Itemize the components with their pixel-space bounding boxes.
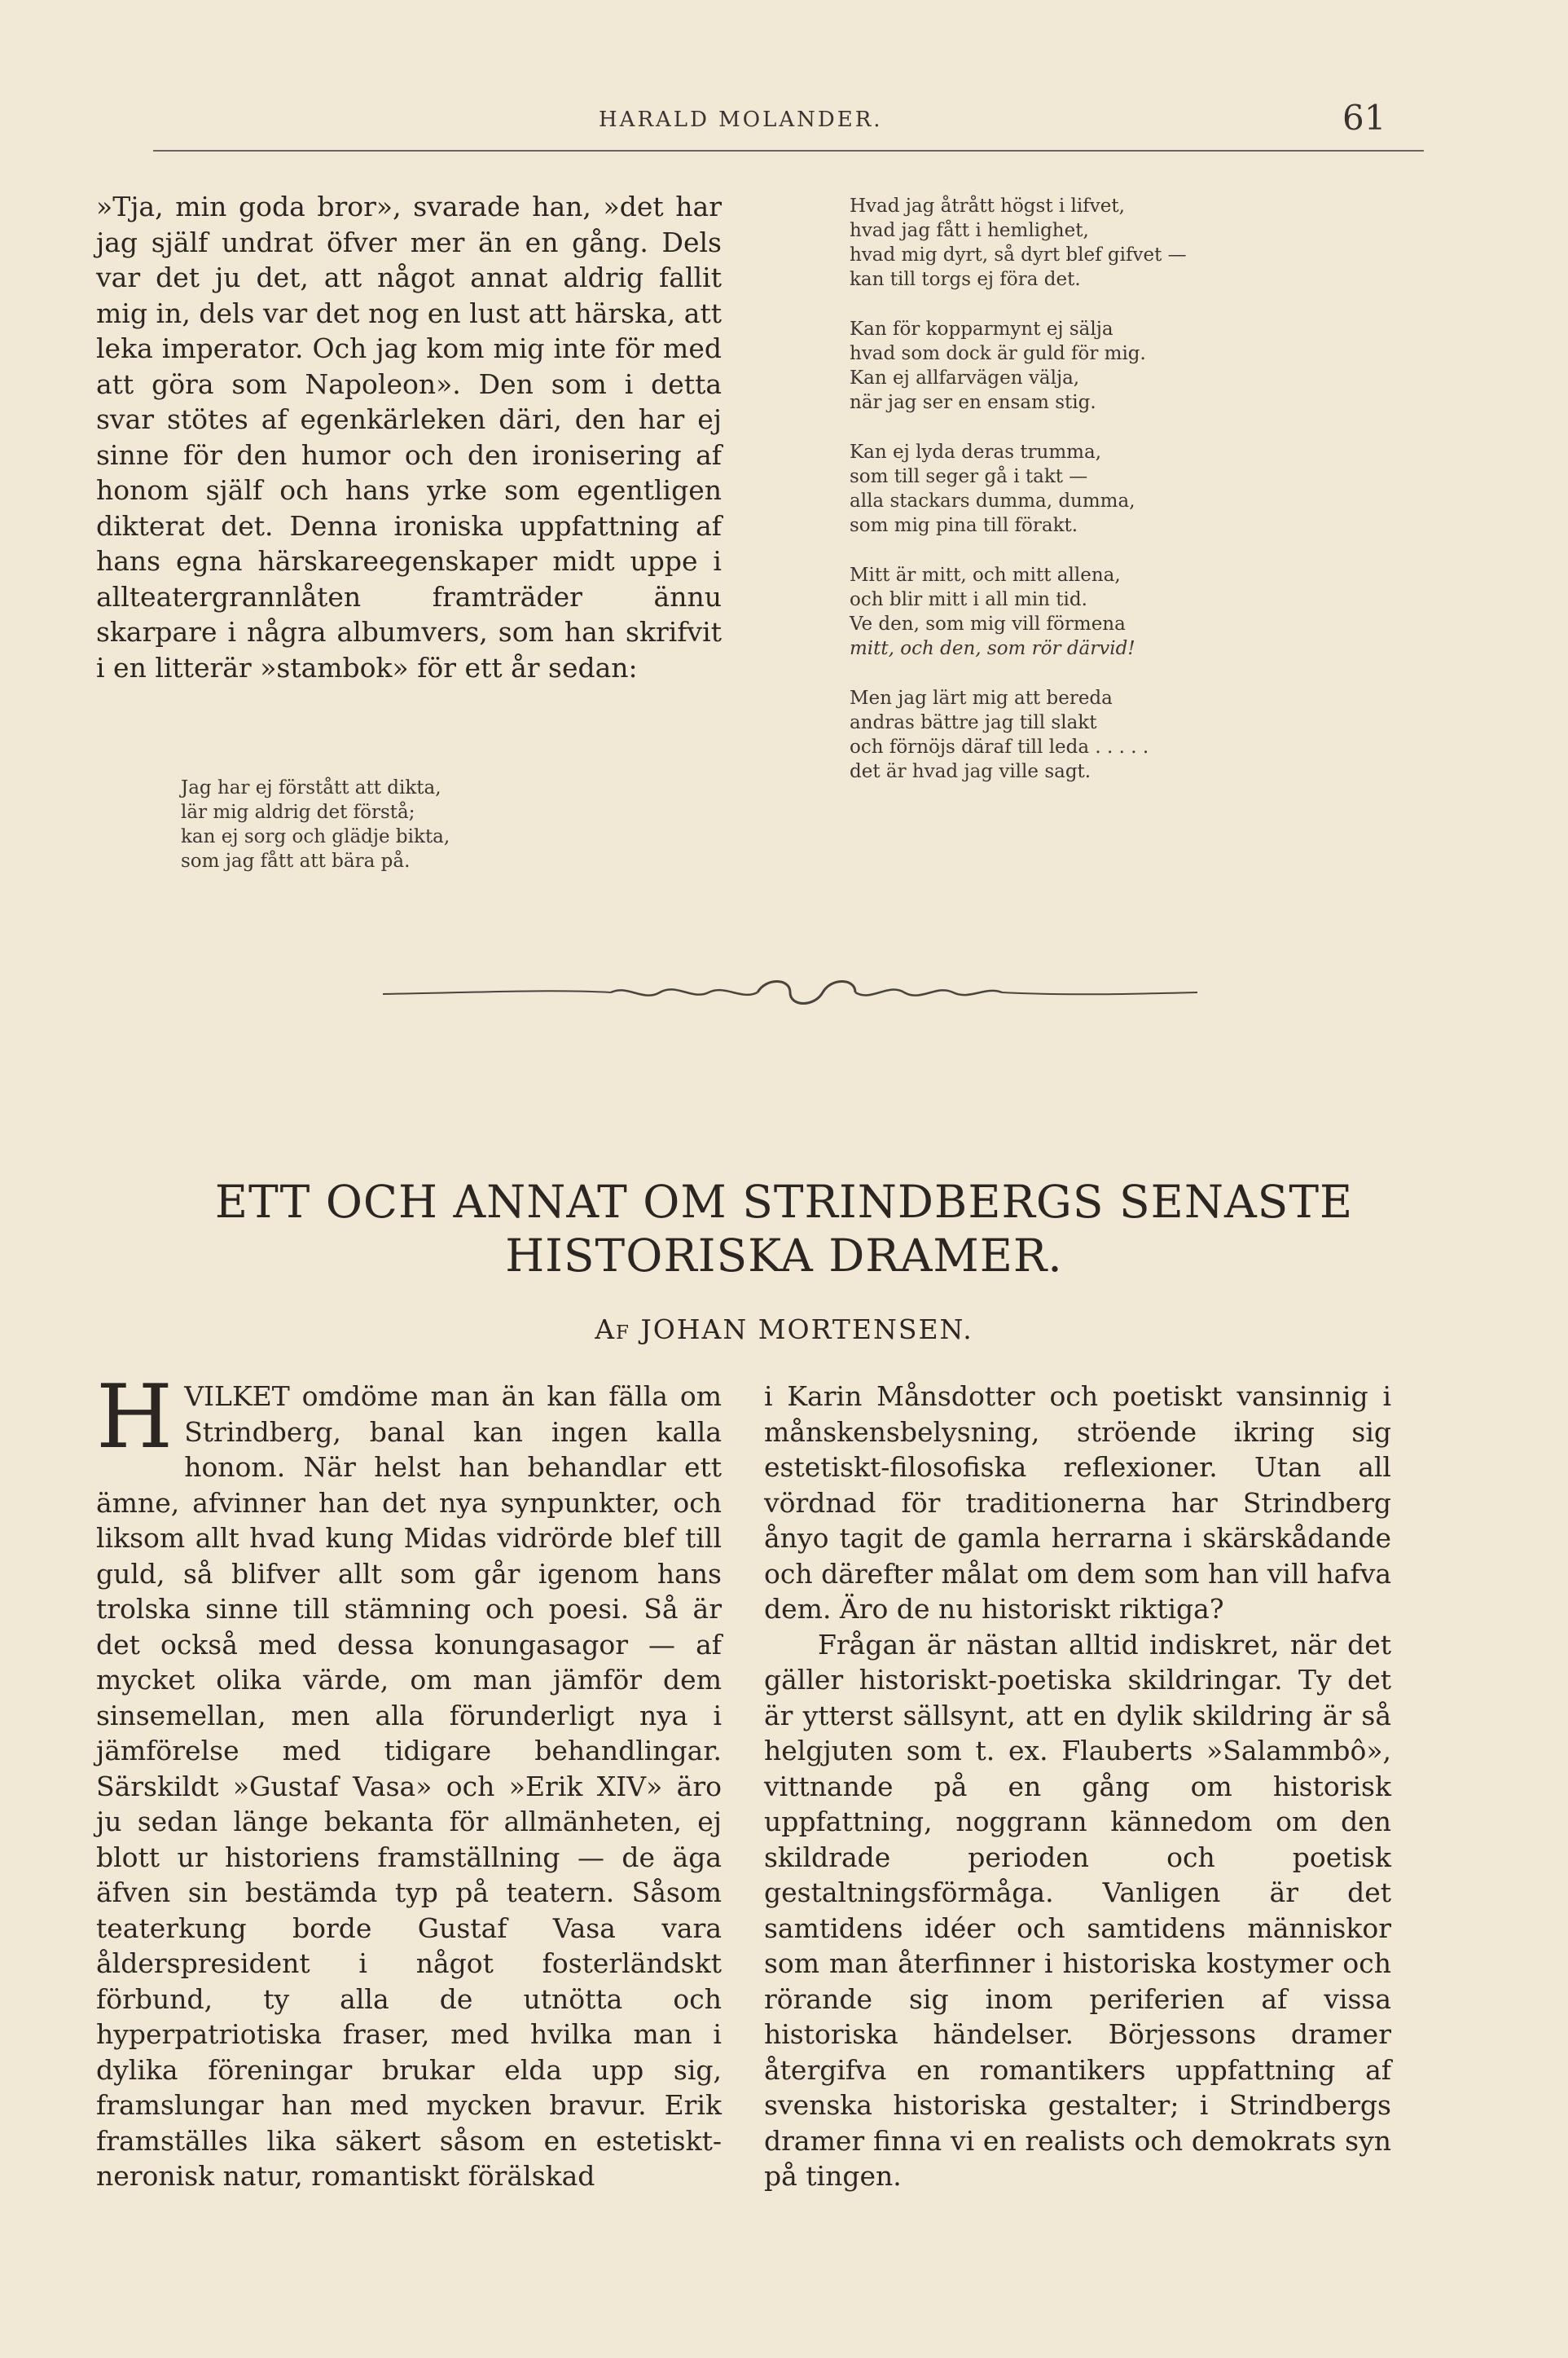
verse-line: Ve den, som mig vill förmena bbox=[850, 614, 1126, 635]
verse-line: hvad jag fått i hemlighet, bbox=[850, 220, 1089, 241]
verse-line: Jag har ej förstått att dikta, bbox=[181, 777, 441, 798]
verse-line: Kan för kopparmynt ej sälja bbox=[850, 319, 1113, 340]
verse-line: alla stackars dumma, dumma, bbox=[850, 491, 1135, 512]
byline-author: JOHAN MORTENSEN. bbox=[640, 1313, 973, 1345]
article-column-left bbox=[96, 1366, 722, 2194]
verse-line: Kan ej allfarvägen välja, bbox=[850, 367, 1080, 389]
stanza bbox=[850, 686, 1187, 784]
paragraph-text: VILKET omdöme man än kan fälla om Strindberg, banal kan ingen kalla honom. När helst han behandlar ett ämne, afvinner han det nya synpunkter, och liksom allt hvad kung Midas vidrörde blef till guld, så blifver allt som går igenom hans trolska sinne till stämning och poesi. Så är det också med dessa konungasagor — af mycket olika värde, om man jämför dem sinsemellan, men alla förunderligt nya i jämförelse med tidigare behandlingar. Särskildt »Gustaf Vasa» och »Erik XIV» äro ju sedan länge bekanta för allmänheten, ej blott ur historiens framställning — de äga äfven sin bestämda typ på teatern. Såsom teaterkung borde Gustaf Vasa vara ålderspresident i något fosterländskt förbund, ty alla de utnötta och hyperpatriotiska fraser, med hvilka man i dylika föreningar brukar elda upp sig, framslungar han med mycken bravur. Erik framställes lika säkert såsom en estetiskt-neronisk natur, romantiskt förälskad bbox=[96, 1380, 722, 2192]
verse-line: mitt, och den, som rör därvid! bbox=[850, 638, 1135, 659]
ornamental-divider bbox=[383, 960, 1197, 1025]
stanza bbox=[850, 440, 1187, 538]
header-rule bbox=[153, 150, 1424, 152]
poem-left bbox=[181, 776, 450, 896]
verse-line: Hvad jag åtrått högst i lifvet, bbox=[850, 196, 1125, 217]
verse-line: Men jag lärt mig att bereda bbox=[850, 688, 1113, 709]
verse-line: hvad som dock är guld för mig. bbox=[850, 343, 1146, 364]
verse-line: det är hvad jag ville sagt. bbox=[850, 761, 1091, 782]
verse-line: när jag ser en ensam stig. bbox=[850, 392, 1096, 413]
paragraph: »Tja, min goda bror», svarade han, »det har jag själf undrat öfver mer än en gång. Dels var det ju det, att något annat aldrig fallit mig in, dels var det nog en lust att härska, att leka imperator. Och jag kom mig inte för med att göra som Napoleon». Den som i detta svar stötes af egenkärleken däri, den har ej sinne för den humor och den ironisering af honom själf och hans yrke som egentligen dikterat det. Denna ironiska uppfattning af hans egna härskareegenskaper midt uppe i allteatergrannlåten framträder ännu skarpare i några albumvers, som han skrifvit i en litterär »stambok» för ett år sedan: bbox=[96, 191, 722, 684]
stanza bbox=[850, 194, 1187, 292]
verse-line: kan till torgs ej föra det. bbox=[850, 269, 1081, 290]
verse-line: lär mig aldrig det förstå; bbox=[181, 802, 415, 823]
article-column-right bbox=[764, 1379, 1391, 2194]
title-line: ETT OCH ANNAT OM STRINDBERGS SENASTE bbox=[214, 1176, 1354, 1228]
drop-cap: H bbox=[96, 1366, 173, 1468]
verse-line: och blir mitt i all min tid. bbox=[850, 589, 1087, 610]
verse-line: som till seger gå i takt — bbox=[850, 466, 1088, 487]
poem-right bbox=[850, 194, 1187, 809]
verse-line: hvad mig dyrt, så dyrt blef gifvet — bbox=[850, 244, 1187, 266]
paragraph: Frågan är nästan alltid indiskret, när det gäller historiskt-poetiska skildringar. Ty det är ytterst sällsynt, att en dylik skildring är så helgjuten som t. ex. Flauberts »Salammbô», vittnande på en gång om historisk uppfattning, noggrann kännedom om den skildrade perioden och poetisk gestaltningsförmåga. Vanligen är det samtidens idéer och samtidens människor som man återfinner i historiska kostymer och rörande sig inom periferien af vissa historiska händelser. Börjessons dramer återgifva en romantikers uppfattning af svenska historiska gestalter; i Strindbergs dramer finna vi en realists och demokrats syn på tingen. bbox=[764, 1628, 1391, 2192]
verse-line: Kan ej lyda deras trumma, bbox=[850, 442, 1102, 463]
stanza bbox=[181, 776, 450, 873]
verse-line: andras bättre jag till slakt bbox=[850, 712, 1097, 733]
byline-prefix: Af bbox=[595, 1313, 630, 1345]
byline bbox=[81, 1313, 1487, 1345]
paragraph bbox=[96, 1366, 722, 2194]
verse-line: Mitt är mitt, och mitt allena, bbox=[850, 565, 1121, 586]
running-head: HARALD MOLANDER. bbox=[599, 108, 883, 132]
paragraph: i Karin Månsdotter och poetiskt vansinnig i månskensbelysning, ströende ikring sig estetiskt-filosofiska reflexioner. Utan all vördnad för traditionerna har Strindberg ånyo tagit de gamla herrarna i skärskådande och därefter målat om dem som han vill hafva dem. Äro de nu historiskt riktiga? bbox=[764, 1380, 1392, 1625]
verse-line: kan ej sorg och glädje bikta, bbox=[181, 826, 450, 847]
verse-line: som jag fått att bära på. bbox=[181, 851, 411, 872]
continued-text bbox=[96, 189, 722, 685]
stanza bbox=[850, 317, 1187, 415]
verse-line: och förnöjs däraf till leda . . . . . bbox=[850, 737, 1149, 758]
title-line: HISTORISKA DRAMER. bbox=[505, 1230, 1063, 1282]
verse-line: som mig pina till förakt. bbox=[850, 515, 1078, 536]
article-title bbox=[81, 1175, 1487, 1282]
stanza bbox=[850, 563, 1187, 661]
page-number: 61 bbox=[1342, 98, 1386, 138]
